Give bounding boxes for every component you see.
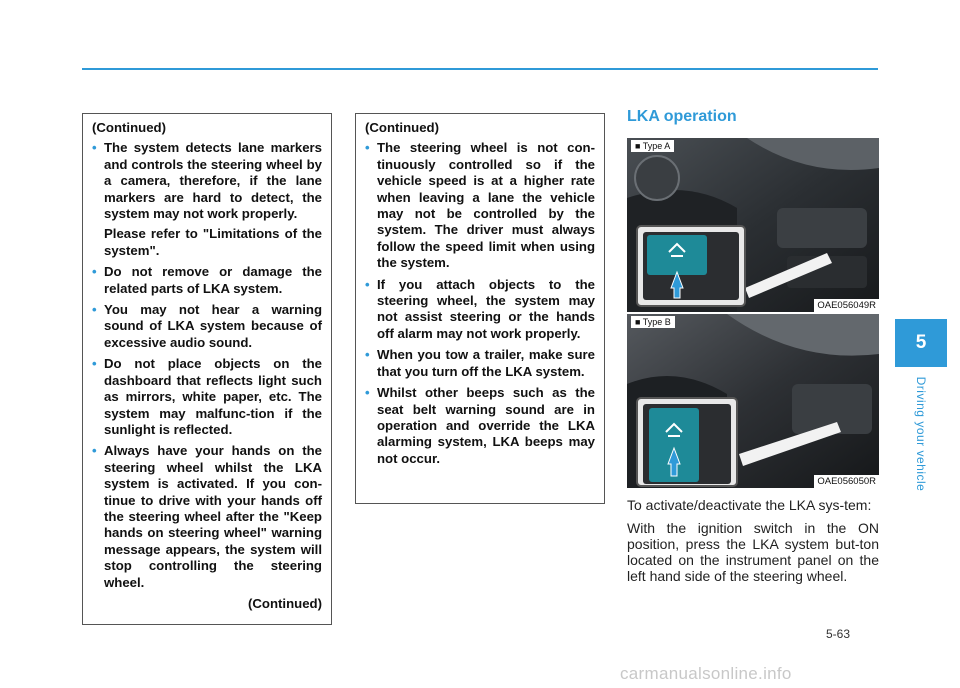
page-number: 5-63 (826, 627, 851, 641)
note-box-left (82, 113, 332, 625)
list-item (92, 356, 322, 438)
bullet-text: Whilst other beeps such as the seat belt warning sound are in operation and override the LKA alarming system, LKA beeps may not occur. (377, 385, 595, 466)
list-item (365, 347, 595, 380)
list-item (92, 443, 322, 591)
list-item (365, 277, 595, 343)
section-body (627, 497, 879, 591)
continued-label-bottom: (Continued) (248, 595, 322, 611)
bullet-icon: • (365, 276, 370, 292)
bullet-text: When you tow a trailer, make sure that you turn off the LKA system. (377, 347, 595, 379)
bullet-icon: • (365, 140, 370, 156)
list-item (92, 302, 322, 351)
list-item (365, 140, 595, 271)
figure-type-a (627, 138, 879, 312)
figure-code-label: OAE056050R (814, 475, 879, 488)
chapter-number-tab (895, 319, 947, 367)
bullet-text: The system detects lane markers and controls the steering wheel by a camera, therefore, if the lane markers are hard to detect, the system may not work properly. (104, 140, 322, 222)
list-item (92, 140, 322, 259)
dashboard-photo-a (627, 138, 879, 312)
section-title: LKA operation (627, 108, 737, 125)
bullet-text: If you attach objects to the steering wheel, the system may not assist steering or the hands off alarm may not work properly. (377, 276, 595, 341)
bullet-text: Always have your hands on the steering wheel whilst the LKA system is activated. If you con-tinue to drive with your hands off the steering wheel after the "Keep hands on steering wheel" warning message appears, the system will stop controlling the steering wheel. (104, 443, 322, 590)
figure-type-label: ■ Type B (631, 316, 675, 328)
bullet-text: Do not remove or damage the related parts of LKA system. (104, 264, 322, 296)
bullet-icon: • (365, 385, 370, 401)
bullet-icon: • (92, 264, 97, 280)
figure-code-label: OAE056049R (814, 299, 879, 312)
bullet-icon: • (92, 443, 97, 459)
bullet-subtext: Please refer to "Limitations of the system". (104, 226, 322, 258)
figure-type-label: ■ Type A (631, 140, 674, 152)
bullet-icon: • (365, 347, 370, 363)
bullet-icon: • (92, 140, 97, 156)
bullet-text: Do not place objects on the dashboard that reflects light such as mirrors, white paper, etc. The system may malfunc-tion if the sunlight is reflected. (104, 356, 322, 437)
list-item (92, 264, 322, 297)
bullet-list (365, 140, 595, 467)
bullet-text: The steering wheel is not con-tinuously controlled so if the vehicle speed is at a higher rate when leaving a lane the vehicle may not be controlled by the system. The driver must always follow the speed limit when using the system. (377, 140, 595, 271)
header-rule (82, 68, 878, 70)
figure-type-b (627, 314, 879, 488)
chapter-number: 5 (915, 332, 927, 353)
bullet-icon: • (92, 356, 97, 372)
chapter-title: Driving your vehicle (914, 376, 928, 492)
watermark: carmanualsonline.info (620, 664, 792, 683)
dashboard-photo-b (627, 314, 879, 488)
bullet-list (92, 140, 322, 591)
continued-label-top: (Continued) (365, 120, 439, 135)
bullet-text: You may not hear a warning sound of LKA system because of excessive audio sound. (104, 302, 322, 350)
list-item (365, 385, 595, 467)
bullet-icon: • (92, 302, 97, 318)
note-box-middle (355, 113, 605, 504)
paragraph: With the ignition switch in the ON position, press the LKA system but-ton located on the instrument panel on the left hand side of the steering wheel. (627, 520, 879, 584)
continued-label-top: (Continued) (92, 120, 166, 135)
paragraph: To activate/deactivate the LKA sys-tem: (627, 497, 872, 513)
